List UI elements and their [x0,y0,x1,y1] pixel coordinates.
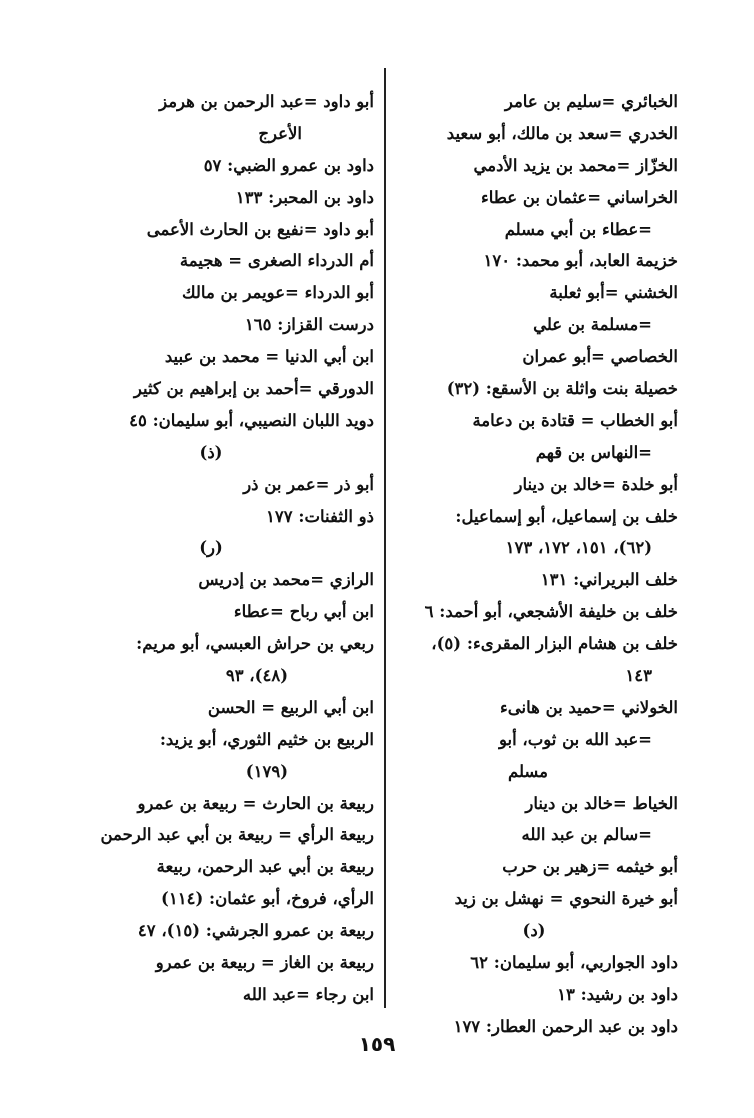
index-entry: الخبائري =سليم بن عامر [504,92,678,111]
index-entry: الخدري =سعد بن مالك، أبو سعيد [446,123,678,143]
index-entry: داود بن عمرو الضبي: ٥٧ [203,155,374,175]
index-entry: الخولاني =حميد بن هانىء [500,697,678,717]
index-entry: أبو داود =عبد الرحمن بن هرمز [159,92,374,111]
index-entry: ربيعة بن الحارث = ربيعة بن عمرو [137,793,374,813]
index-entry: الخشني =أبو ثعلبة [549,283,678,303]
index-entry: ١٤٣ [625,666,652,686]
right-column [390,86,678,1043]
index-entry: =النهاس بن قهم [535,442,652,462]
index-entry: الخزّاز =محمد بن يزيد الأدمي [473,155,678,175]
index-entry: (٤٨)، ٩٣ [225,666,288,686]
index-entry: الرازي =محمد بن إدريس [198,570,374,590]
index-entry: خلف بن إسماعيل، أبو إسماعيل: [455,506,678,526]
section-heading: (د) [522,921,546,941]
index-entry: داود الجواربي، أبو سليمان: ٦٢ [470,953,678,973]
index-entry: ربيعة بن أبي عبد الرحمن، ربيعة [156,857,374,877]
index-entry: مسلم [507,761,548,781]
index-entry: دويد اللبان النصيبي، أبو سليمان: ٤٥ [129,410,374,430]
index-entry: الدورقي =أحمد بن إبراهيم بن كثير [133,379,374,399]
page-number: ١٥٩ [358,1032,396,1056]
index-entry: أبو داود =نفيع بن الحارث الأعمى [146,219,374,239]
index-entry: ربعي بن حراش العبسي، أبو مريم: [136,634,374,654]
index-entry: ابن أبي الربيع = الحسن [207,697,374,717]
section-heading: (ر) [199,538,223,558]
index-entry: درست القزاز: ١٦٥ [244,315,374,335]
index-entry: خلف بن خليفة الأشجعي، أبو أحمد: ٦ [424,602,678,622]
left-column [48,86,374,1011]
index-entry: أبو خلدة =خالد بن دينار [514,474,678,494]
index-entry: (٦٢)، ١٥١، ١٧٢، ١٧٣ [505,538,652,558]
index-entry: أم الدرداء الصغرى = هجيمة [179,251,374,271]
index-entry: =عطاء بن أبي مسلم [504,219,652,239]
index-entry: ذو الثفنات: ١٧٧ [266,506,374,526]
index-entry: =عبد الله بن ثوب، أبو [498,729,652,749]
index-entry: =سالم بن عبد الله [521,825,652,845]
index-entry: داود بن المحبر: ١٣٣ [235,187,374,207]
index-entry: (١٧٩) [245,761,288,781]
index-entry: الأعرج [258,123,302,143]
column-divider [384,68,386,1008]
index-entry: ابن رجاء =عبد الله [242,984,374,1004]
index-entry: الخياط =خالد بن دينار [525,793,678,813]
index-entry: أبو خيثمه =زهير بن حرب [502,857,678,877]
index-entry: داود بن عبد الرحمن العطار: ١٧٧ [453,1016,678,1036]
index-entry: أبو خيرة النحوي = نهشل بن زيد [454,889,678,909]
index-entry: أبو ذر =عمر بن ذر [243,474,374,494]
index-entry: ابن أبي الدنيا = محمد بن عبيد [164,347,374,367]
index-entry: ربيعة بن عمرو الجرشي: (١٥)، ٤٧ [137,921,374,941]
index-entry: ابن أبي رباح =عطاء [233,602,374,622]
section-heading: (ذ) [199,442,223,462]
index-entry: خصيلة بنت واثلة بن الأسقع: (٣٢) [446,379,678,399]
index-entry: خلف البريراني: ١٣١ [540,570,678,590]
index-entry: الخراساني =عثمان بن عطاء [480,187,678,207]
index-entry: ربيعة بن الغاز = ربيعة بن عمرو [155,953,374,973]
index-entry: =مسلمة بن علي [533,315,652,335]
index-entry: خلف بن هشام البزار المقرىء: (٥)، [431,634,678,654]
index-entry: الربيع بن خثيم الثوري، أبو يزيد: [159,729,374,749]
index-entry: أبو الخطاب = قتادة بن دعامة [472,410,678,430]
index-entry: داود بن رشيد: ١٣ [557,984,678,1004]
index-entry: الخصاصي =أبو عمران [522,347,678,367]
index-entry: خزيمة العابد، أبو محمد: ١٧٠ [483,251,678,271]
index-entry: ربيعة الرأي = ربيعة بن أبي عبد الرحمن [100,825,374,845]
index-entry: الرأي، فروخ، أبو عثمان: (١١٤) [161,889,374,909]
index-entry: أبو الدرداء =عويمر بن مالك [182,283,374,303]
